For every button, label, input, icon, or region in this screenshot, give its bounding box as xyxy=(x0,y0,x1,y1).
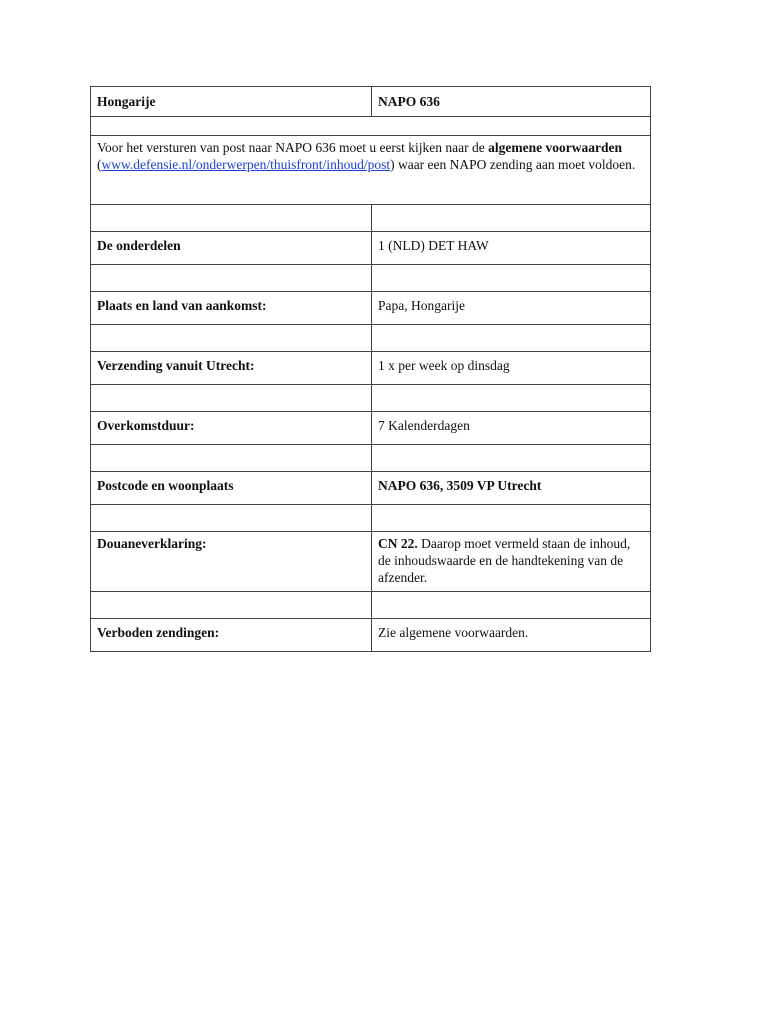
empty-row xyxy=(91,385,651,412)
row-value: 1 x per week op dinsdag xyxy=(372,352,651,385)
intro-part2: ( xyxy=(97,156,102,172)
post-conditions-link[interactable]: www.defensie.nl/onderwerpen/thuisfront/inhoud/post xyxy=(101,156,391,172)
empty-row xyxy=(91,325,651,352)
row-label: Plaats en land van aankomst: xyxy=(91,292,372,325)
table-row xyxy=(91,618,651,651)
row-label: De onderdelen xyxy=(91,232,372,265)
row-label: Verzending vanuit Utrecht: xyxy=(91,352,372,385)
empty-row xyxy=(91,265,651,292)
row-value xyxy=(372,532,651,592)
row-label: Douaneverklaring: xyxy=(91,532,372,592)
row-value: NAPO 636, 3509 VP Utrecht xyxy=(372,472,651,505)
table-row xyxy=(91,472,651,505)
row-label: Verboden zendingen: xyxy=(91,618,372,651)
header-unit: NAPO 636 xyxy=(372,87,651,117)
intro-part3: ) waar een NAPO zending aan moet voldoen. xyxy=(390,156,636,172)
empty-row xyxy=(91,505,651,532)
row-value-text: Daarop moet vermeld staan de inhoud, de inhoudswaarde en de handtekening van de afzender. xyxy=(378,536,631,585)
row-value: 7 Kalenderdagen xyxy=(372,412,651,445)
header-country: Hongarije xyxy=(91,87,372,117)
intro-text xyxy=(91,136,651,205)
row-label: Postcode en woonplaats xyxy=(91,472,372,505)
header-row xyxy=(91,87,651,117)
table-row xyxy=(91,292,651,325)
row-value: 1 (NLD) DET HAW xyxy=(372,232,651,265)
table-row xyxy=(91,412,651,445)
row-value: Zie algemene voorwaarden. xyxy=(372,618,651,651)
intro-bold: algemene voorwaarden xyxy=(488,140,623,155)
table-row xyxy=(91,352,651,385)
empty-row xyxy=(91,205,651,232)
row-value: Papa, Hongarije xyxy=(372,292,651,325)
intro-part1: Voor het versturen van post naar NAPO 636 moet u eerst kijken naar de xyxy=(97,140,489,155)
table-row xyxy=(91,532,651,592)
info-table xyxy=(90,86,651,652)
empty-row xyxy=(91,117,651,136)
empty-row xyxy=(91,445,651,472)
empty-row xyxy=(91,591,651,618)
table-row xyxy=(91,232,651,265)
row-value-bold: CN 22. xyxy=(378,536,418,551)
row-label: Overkomstduur: xyxy=(91,412,372,445)
intro-row xyxy=(91,136,651,205)
